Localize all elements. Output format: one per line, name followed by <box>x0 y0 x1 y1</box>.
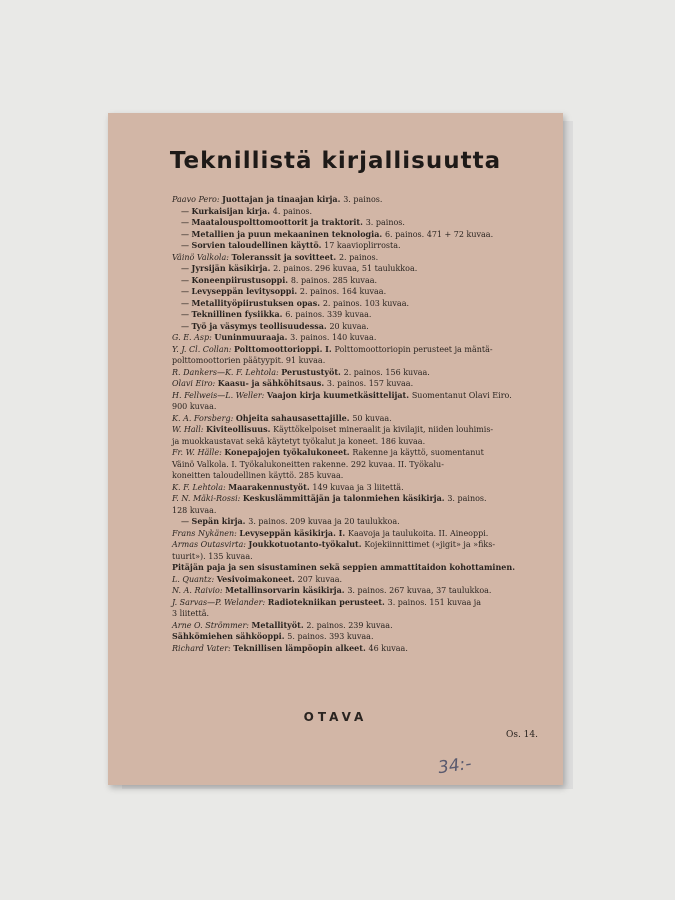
book-back-cover <box>108 113 563 785</box>
entry-title: Jyrsijän käsikirja. <box>191 263 274 273</box>
publisher-name: OTAVA <box>303 710 368 724</box>
entry-author: Väinö Valkola: <box>172 252 232 262</box>
book-entry <box>172 206 548 218</box>
entry-title: Perustustyöt. <box>281 366 344 377</box>
entry-info: 3. painos. <box>343 195 383 204</box>
entry-info: 2. painos. <box>338 252 379 262</box>
entry-title: Levyseppän käsikirja. I. <box>239 527 348 538</box>
entry-continuation: ja muokkaustavat sekä käytetyt työkalut ja koneet. 186 kuvaa. <box>172 436 426 446</box>
entry-info: 3. painos. 209 kuvaa ja 20 taulukkoa. <box>248 517 400 526</box>
entry-title: Metallityöt. <box>251 619 307 630</box>
entry-continuation: tuurit»). 135 kuvaa. <box>172 551 253 561</box>
entry-author: — <box>181 517 192 526</box>
book-entry <box>172 367 548 379</box>
series-code: Os. 14. <box>505 730 538 740</box>
book-entry <box>172 516 548 528</box>
entry-author: — <box>181 287 192 296</box>
entry-continuation: 128 kuvaa. <box>172 505 217 515</box>
entry-title: Uuninmuuraaja. <box>214 332 291 342</box>
entry-title: Sorvien taloudellinen käyttö. <box>191 240 325 250</box>
entry-author: Frans Nykänen: <box>172 528 240 538</box>
entry-author: W. Hall: <box>172 425 207 434</box>
entry-continuation: Väinö Valkola. I. Työkalukoneitten rakenne. 292 kuvaa. II. Työkalu- koneitten taloudellinen käyttö. 285 kuvaa. <box>172 459 444 480</box>
entry-info: Kojekiinnittimet (»jigit» ja »fiks- <box>364 540 496 549</box>
entry-info: Rakenne ja käyttö, suomentanut <box>352 448 484 457</box>
entry-info: 2. painos. 296 kuvaa, 51 taulukkoa. <box>273 264 418 273</box>
entry-info: 6. painos. 471 + 72 kuvaa. <box>384 229 494 239</box>
book-entry <box>172 447 548 482</box>
book-entry <box>172 631 548 643</box>
entry-author: Arne O. Strömmer: <box>172 620 252 630</box>
entry-continuation: 3 liitettä. <box>172 609 209 618</box>
entry-author: — <box>181 218 192 227</box>
book-entry <box>172 321 548 333</box>
book-entry <box>172 263 548 275</box>
entry-info: 6. painos. 339 kuvaa. <box>285 310 372 319</box>
entry-title: Sepän kirja. <box>191 516 249 526</box>
entry-info: 2. painos. 103 kuvaa. <box>322 298 410 308</box>
entry-author: — <box>181 275 192 285</box>
book-entry <box>172 574 548 586</box>
entry-title: Teknillisen lämpöopin alkeet. <box>233 642 369 653</box>
entry-info: 17 kaavioplirrosta. <box>324 241 401 250</box>
entry-author: G. E. Asp: <box>172 333 215 342</box>
entry-info: 2. painos. 239 kuvaa. <box>306 620 393 630</box>
entry-author: — <box>181 206 192 216</box>
entry-info: 50 kuvaa. <box>352 413 392 423</box>
entry-author: F. N. Mäki-Rossi: <box>172 494 243 503</box>
entry-continuation: 900 kuvaa. <box>172 402 217 411</box>
book-entry <box>172 194 548 206</box>
book-entry <box>172 482 548 494</box>
entry-title: Konepajojen työkalukoneet. <box>224 447 353 457</box>
book-entry <box>172 597 548 620</box>
entry-author: L. Quantz: <box>172 574 217 584</box>
entry-info: 207 kuvaa. <box>297 574 343 584</box>
entry-info: 2. painos. 156 kuvaa. <box>343 367 430 377</box>
entry-title: Maatalouspolttomoottorit ja traktorit. <box>191 217 366 227</box>
entry-info: 3. painos. <box>365 218 405 227</box>
book-entry <box>172 309 548 321</box>
entry-info: 20 kuvaa. <box>329 321 369 331</box>
entry-continuation: polttomoottorien päätyypit. 91 kuvaa. <box>172 356 326 365</box>
entry-title: Juottajan ja tinaajan kirja. <box>222 194 344 204</box>
entry-author: K. F. Lehtola: <box>172 482 229 492</box>
book-entry <box>172 493 548 516</box>
book-entry <box>172 620 548 632</box>
entry-info: Suomentanut Olavi Eiro. <box>411 390 512 400</box>
entry-author: — <box>181 241 192 250</box>
entry-title: Joukkotuotanto-työkalut. <box>248 539 365 549</box>
entry-title: Työ ja väsymys teollisuudessa. <box>191 320 330 331</box>
book-entry <box>172 252 548 264</box>
book-entry <box>172 344 548 367</box>
entry-info: 4. painos. <box>272 206 313 216</box>
entry-author: J. Sarvas—P. Welander: <box>172 597 268 607</box>
entry-title: Metallien ja puun mekaaninen teknologia. <box>191 228 385 239</box>
entry-author: Y. J. Cl. Collan: <box>172 344 234 354</box>
entry-info: 46 kuvaa. <box>368 643 408 653</box>
entry-author: — <box>181 264 192 273</box>
entry-title: Levyseppän levitysoppi. <box>191 286 300 296</box>
entry-title: Keskuslämmittäjän ja talonmiehen käsikirja. <box>242 493 448 503</box>
entry-title: Radiotekniikan perusteet. <box>267 596 388 607</box>
book-entry <box>172 390 548 413</box>
entry-info: 3. painos. 267 kuvaa, 37 taulukkoa. <box>347 586 492 595</box>
book-entry <box>172 298 548 310</box>
entry-title: Teknillinen fysiikka. <box>191 309 286 319</box>
entry-author: — <box>181 321 192 331</box>
book-entry <box>172 528 548 540</box>
entry-info: 3. painos. 151 kuvaa ja <box>387 597 482 607</box>
entry-author: Paavo Pero: <box>172 195 223 204</box>
entry-title: Kiviteollisuus. <box>206 424 274 434</box>
book-entry <box>172 562 548 574</box>
entry-author: Fr. W. Hälle: <box>172 448 225 457</box>
entry-title: Metallityöpiirustuksen opas. <box>191 297 323 308</box>
book-entry <box>172 217 548 229</box>
entry-author: H. Fellweis—L. Weller: <box>172 390 267 400</box>
handwritten-price: 34:- <box>436 753 473 779</box>
entry-author: N. A. Raivio: <box>172 586 226 595</box>
entry-title: Toleranssit ja sovitteet. <box>231 251 339 262</box>
book-entry <box>172 332 548 344</box>
book-entry <box>172 286 548 298</box>
book-entry <box>172 240 548 252</box>
entry-info: 5. painos. 393 kuvaa. <box>287 632 374 641</box>
entry-title: Kurkaisijan kirja. <box>191 205 273 216</box>
book-entry <box>172 643 548 655</box>
entry-info: 8. painos. 285 kuvaa. <box>290 275 378 285</box>
entry-info: Polttomoottoriopin perusteet ja mäntä- <box>334 344 493 354</box>
entry-title: Metallinsorvarin käsikirja. <box>225 585 348 595</box>
book-list <box>172 194 548 654</box>
book-entry <box>172 539 548 562</box>
entry-author: K. A. Forsberg: <box>172 413 236 423</box>
cover-title: Teknillistä kirjallisuutta <box>169 148 502 174</box>
entry-author: R. Dankers—K. F. Lehtola: <box>172 367 282 377</box>
entry-info: Kaavoja ja taulukoita. II. Aineoppi. <box>347 528 489 538</box>
book-entry <box>172 424 548 447</box>
book-entry <box>172 413 548 425</box>
entry-title: Sähkömiehen sähköoppi. <box>172 631 288 641</box>
entry-info: 3. painos. 140 kuvaa. <box>290 333 377 342</box>
entry-title: Pitäjän paja ja sen sisustaminen sekä seppien ammattitaidon kohottaminen. <box>172 562 518 572</box>
entry-author: — <box>181 310 192 319</box>
book-entry <box>172 275 548 287</box>
entry-author: — <box>181 229 192 239</box>
entry-author: Armas Outasvirta: <box>172 540 249 549</box>
entry-info: 3. painos. <box>447 494 487 503</box>
entry-info: 2. painos. 164 kuvaa. <box>299 287 387 296</box>
entry-title: Vaajon kirja kuumetkäsittelijat. <box>266 389 412 400</box>
entry-author: Richard Vater: <box>172 643 234 653</box>
entry-title: Ohjeita sahausasettajille. <box>235 412 353 423</box>
entry-title: Maarakennustyöt. <box>228 481 313 492</box>
entry-info: 149 kuvaa ja 3 liitettä. <box>312 482 404 492</box>
entry-info: 3. painos. 157 kuvaa. <box>326 379 414 388</box>
book-entry <box>172 585 548 597</box>
entry-info: Käyttökelpoiset mineraalit ja kivilajit, niiden louhimis- <box>273 425 494 434</box>
book-entry <box>172 378 548 390</box>
entry-author: Olavi Eiro: <box>172 379 218 388</box>
entry-title: Vesivoimakoneet. <box>216 573 298 584</box>
entry-title: Polttomoottorioppi. I. <box>234 343 335 354</box>
book-entry <box>172 229 548 241</box>
entry-author: — <box>181 298 192 308</box>
entry-title: Kaasu- ja sähköhitsaus. <box>217 378 327 388</box>
entry-title: Koneenpiirustusoppi. <box>191 274 291 285</box>
